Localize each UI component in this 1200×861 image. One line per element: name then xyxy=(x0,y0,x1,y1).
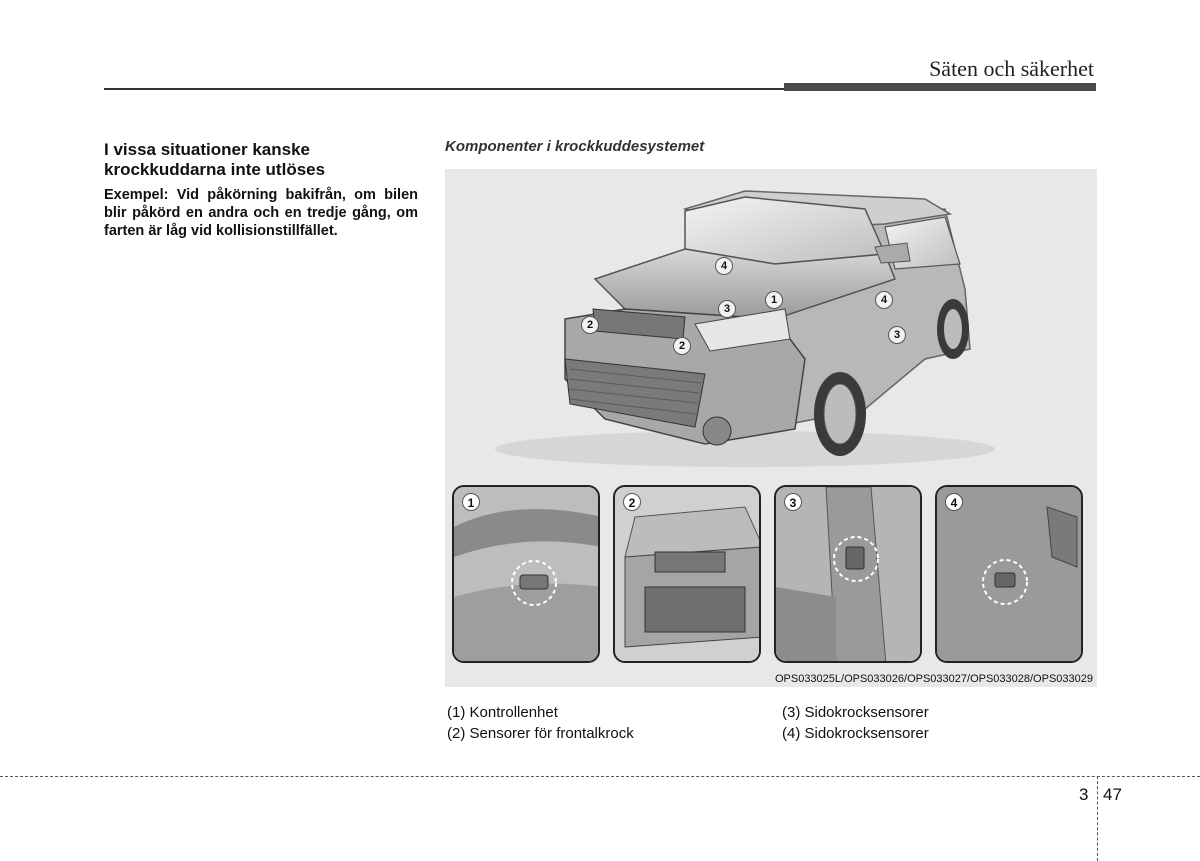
callout-2-right: 2 xyxy=(673,337,691,355)
section-heading: I vissa situationer kanske krockkuddarna inte utlöses xyxy=(104,140,326,179)
legend-item-control-unit: (1) Kontrollenhet xyxy=(447,704,558,721)
inset-number: 4 xyxy=(945,493,963,511)
callout-1: 1 xyxy=(765,291,783,309)
legend-item-front-sensors: (2) Sensorer för frontalkrock xyxy=(447,725,634,742)
inset-number: 2 xyxy=(623,493,641,511)
inset-door-sensor xyxy=(935,485,1083,663)
callout-3-front: 3 xyxy=(718,300,736,318)
page-number: 47 xyxy=(1103,785,1122,804)
callout-3-side: 3 xyxy=(888,326,906,344)
figure-box xyxy=(445,169,1097,687)
page-chapter-number: 3 xyxy=(1079,785,1089,804)
image-code: OPS033025L/OPS033026/OPS033027/OPS033028/OPS033029 xyxy=(774,673,1093,685)
chapter-title: Säten och säkerhet xyxy=(929,56,1094,81)
inset-front-sensors xyxy=(613,485,761,663)
car-illustration xyxy=(445,169,1097,479)
left-column xyxy=(104,140,418,240)
section-body: Exempel: Vid påkörning bakifrån, om bilen blir påkörd en andra och en tredje gång, om farten är låg vid kollisionstillfället. xyxy=(104,187,418,239)
figure-caption: Komponenter i krockkuddesystemet xyxy=(445,138,705,155)
callout-4-hood: 4 xyxy=(715,257,733,275)
legend-left xyxy=(447,702,634,744)
callout-4-side: 4 xyxy=(875,291,893,309)
inset-number: 1 xyxy=(462,493,480,511)
legend-item-side-sensors-4: (4) Sidokrocksensorer xyxy=(782,725,929,742)
inset-number: 3 xyxy=(784,493,802,511)
footer-dashed-rule xyxy=(0,776,1200,777)
legend-right xyxy=(782,702,929,744)
legend-item-side-sensors-3: (3) Sidokrocksensorer xyxy=(782,704,929,721)
footer-vertical-rule xyxy=(1097,776,1098,861)
inset-b-pillar-sensor xyxy=(774,485,922,663)
inset-control-unit xyxy=(452,485,600,663)
header-accent-bar xyxy=(784,83,1096,91)
callout-2-left: 2 xyxy=(581,316,599,334)
